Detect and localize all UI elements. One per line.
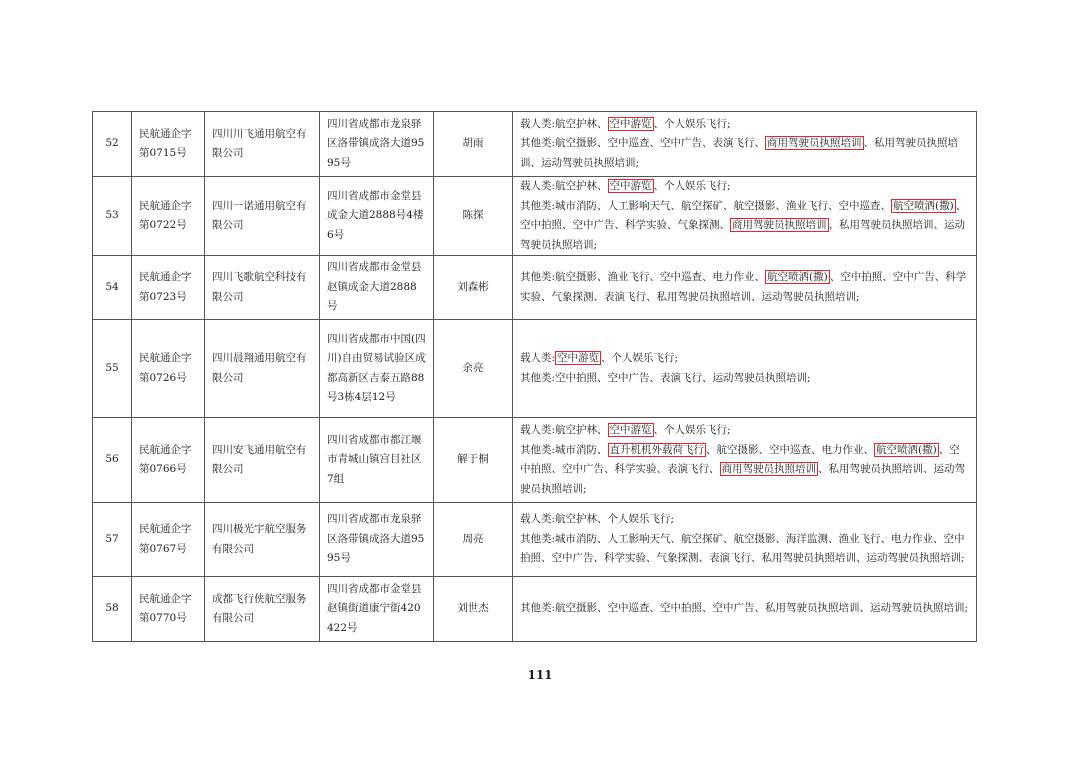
certificate-number: 民航通企字第0766号 [132,418,205,503]
scope-line [520,599,969,619]
row-number: 54 [93,256,132,320]
certificate-number: 民航通企字第0770号 [132,577,205,642]
scope-text: 其他类:航空摄影、空中巡查、空中广告、表演飞行、 [520,137,766,150]
scope-text: 载人类:航空护林、个人娱乐飞行; [520,513,675,526]
business-scope [513,418,977,503]
table-row [93,177,977,256]
business-scope [513,320,977,418]
highlighted-scope-item: 航空喷洒(撒) [893,199,954,212]
license-table [92,111,977,642]
company-name: 四川安飞通用航空有限公司 [205,418,320,503]
company-address: 四川省成都市金堂县赵镇街道康宁街420422号 [320,577,434,642]
company-address: 四川省成都市金堂县成金大道2888号4楼6号 [320,177,434,256]
certificate-number: 民航通企字第0723号 [132,256,205,320]
scope-text: 其他类:航空摄影、渔业飞行、空中巡查、电力作业、 [520,271,766,283]
company-name: 四川极光宇航空服务有限公司 [205,503,320,577]
scope-line [520,177,969,197]
highlighted-scope-item: 空中游览 [609,180,652,192]
legal-representative: 周亮 [434,503,513,577]
business-scope [513,577,977,642]
scope-text: 、私用驾驶员执照培训、运动驾驶员执照培训; [520,219,965,251]
scope-text: 、私用驾驶员执照培训、运动驾驶员执照培训; [520,137,959,169]
company-address: 四川省成都市都江堰市青城山镇宫目社区7组 [320,418,434,503]
legal-representative: 余亮 [434,320,513,418]
row-number: 56 [93,418,132,503]
scope-line [520,530,969,569]
highlighted-scope-item: 商用驾驶员执照培训 [767,137,862,150]
row-number: 52 [93,112,132,177]
highlighted-scope-item: 商用驾驶员执照培训 [721,463,816,475]
certificate-number: 民航通企字第0715号 [132,112,205,177]
table-row [93,320,977,418]
company-address: 四川省成都市龙泉驿区洛带镇成洛大道9595号 [320,112,434,177]
page-number: 111 [527,668,553,682]
scope-text: 其他类:城市消防、人工影响天气、航空探矿、航空摄影、海洋监测、渔业飞行、电力作业、空中拍照、空中广告、科学实验、气象探测、表演飞行、私用驾驶员执照培训、运动驾驶员执照培训; [520,532,965,565]
highlighted-scope-item: 空中游览 [609,117,652,130]
scope-text: 、空中拍照、空中广告、科学实验、气象探测、 [520,199,967,231]
row-number: 55 [93,320,132,418]
table-row [93,112,977,177]
scope-line [520,510,969,530]
highlighted-scope-item: 空中游览 [609,424,652,436]
scope-line [520,197,969,256]
company-name: 四川飞歌航空科技有限公司 [205,256,320,320]
scope-line [520,369,969,389]
scope-line [520,115,969,135]
scope-text: 其他类:航空摄影、空中巡查、空中拍照、空中广告、私用驾驶员执照培训、运动驾驶员执照培训; [520,602,969,615]
company-name: 四川一诺通用航空有限公司 [205,177,320,256]
highlighted-scope-item: 航空喷洒(撒) [876,443,937,456]
scope-line [520,349,969,369]
highlighted-scope-item: 直升机机外载荷飞行 [609,443,705,456]
scope-text: 载人类: [520,352,556,364]
table-row [93,418,977,503]
company-name: 四川晨翔通用航空有限公司 [205,320,320,418]
scope-line [520,268,969,307]
scope-text: 其他类:空中拍照、空中广告、表演飞行、运动驾驶员执照培训; [520,371,811,384]
scope-text: 载人类:航空护林、 [520,180,608,192]
highlighted-scope-item: 航空喷洒(撒) [767,271,828,283]
company-name: 成都飞行侠航空服务有限公司 [205,577,320,642]
certificate-number: 民航通企字第0726号 [132,320,205,418]
company-address: 四川省成都市龙泉驿区洛带镇成洛大道9595号 [320,503,434,577]
table-row [93,503,977,577]
license-table-body [93,112,977,642]
scope-text: 、空中拍照、空中广告、科学实验、气象探测、表演飞行、私用驾驶员执照培训、运动驾驶员执照培训; [520,271,967,303]
business-scope [513,177,977,256]
certificate-number: 民航通企字第0767号 [132,503,205,577]
company-address: 四川省成都市金堂县赵镇成金大道2888号 [320,256,434,320]
row-number: 58 [93,577,132,642]
scope-text: 载人类:航空护林、 [520,424,608,436]
scope-line [520,421,969,441]
scope-text: 、航空摄影、空中巡查、电力作业、 [706,443,875,456]
scope-text: 载人类:航空护林、 [520,117,608,130]
company-address: 四川省成都市中国(四川)自由贸易试验区成都高新区吉泰五路88号3栋4层12号 [320,320,434,418]
scope-text: 、个人娱乐飞行; [653,424,731,436]
row-number: 53 [93,177,132,256]
table-row [93,577,977,642]
scope-text: 其他类:城市消防、人工影响天气、航空探矿、航空摄影、渔业飞行、空中巡查、 [520,199,892,212]
scope-line [520,134,969,173]
scope-text: 其他类:城市消防、 [520,443,608,456]
table-row [93,256,977,320]
row-number: 57 [93,503,132,577]
legal-representative: 刘世杰 [434,577,513,642]
certificate-number: 民航通企字第0722号 [132,177,205,256]
scope-line [520,441,969,500]
scope-text: 、私用驾驶员执照培训、运动驾驶员执照培训; [520,463,965,495]
scope-text: 、空中拍照、空中广告、科学实验、表演飞行、 [520,443,960,475]
company-name: 四川川飞通用航空有限公司 [205,112,320,177]
legal-representative: 刘森彬 [434,256,513,320]
legal-representative: 胡雨 [434,112,513,177]
legal-representative: 陈探 [434,177,513,256]
business-scope [513,256,977,320]
scope-text: 、个人娱乐飞行; [601,352,679,364]
legal-representative: 解于桐 [434,418,513,503]
scope-text: 、个人娱乐飞行; [653,117,731,130]
highlighted-scope-item: 空中游览 [557,352,600,364]
business-scope [513,503,977,577]
scope-text: 、个人娱乐飞行; [653,180,731,192]
business-scope [513,112,977,177]
highlighted-scope-item: 商用驾驶员执照培训 [732,219,827,231]
